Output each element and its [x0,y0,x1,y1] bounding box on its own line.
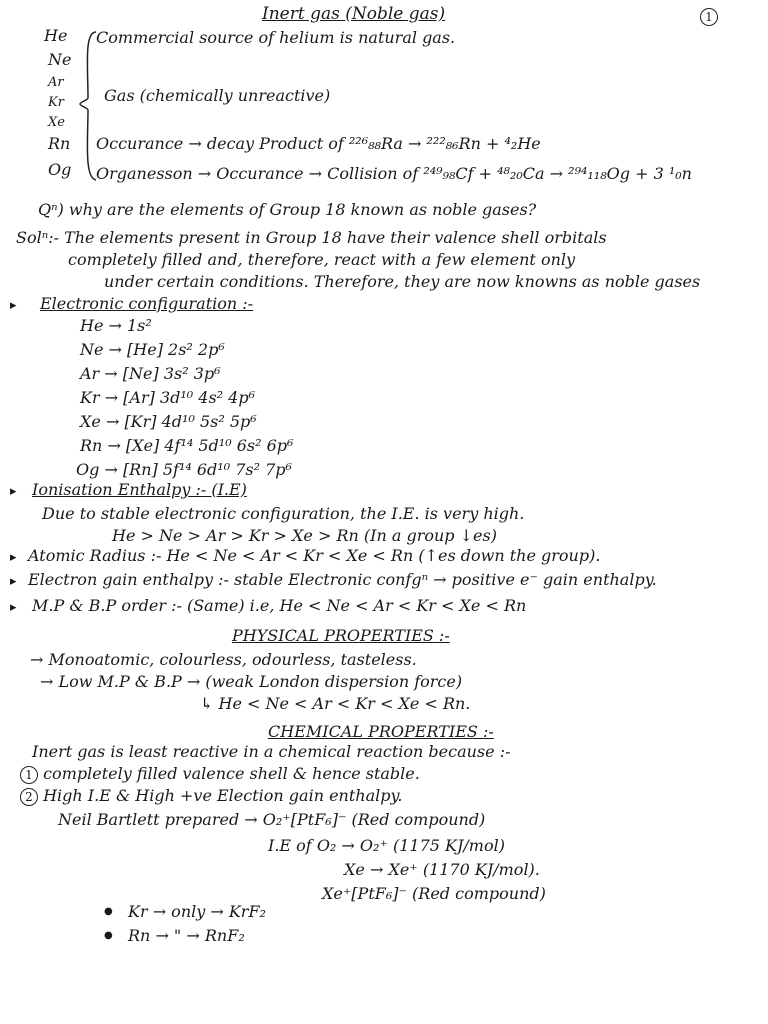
bartlett-line: Neil Bartlett prepared → O₂⁺[PtF₆]⁻ (Red compound) [58,810,486,829]
atomic-radius: Atomic Radius :- He < Ne < Ar < Kr < Xe < Rn (↑es down the group). [28,546,601,565]
bullet-icon: ▸ [10,484,17,499]
config-og: Og → [Rn] 5f¹⁴ 6d¹⁰ 7s² 7p⁶ [76,460,292,479]
solution-line-2: completely filled and, therefore, react with a few element only [68,250,576,269]
config-rn: Rn → [Xe] 4f¹⁴ 5d¹⁰ 6s² 6p⁶ [80,436,294,455]
he-note: Commercial source of helium is natural gas. [96,28,456,47]
chem-reason-2-text: High I.E & High +ve Election gain enthalpy. [43,786,403,805]
element-xe: Xe [48,115,65,130]
ie-heading: Ionisation Enthalpy :- (I.E) [32,480,247,499]
ie-xe-line: Xe → Xe⁺ (1170 KJ/mol). [344,860,540,879]
element-ar: Ar [48,75,64,90]
rn-fluoride-line: Rn → " → RnF₂ [128,926,245,945]
physical-heading: PHYSICAL PROPERTIES :- [232,626,450,645]
chemical-intro: Inert gas is least reactive in a chemical reaction because :- [32,742,511,761]
ie-o2-line: I.E of O₂ → O₂⁺ (1175 KJ/mol) [268,836,505,855]
physical-line-3: ↳ He < Ne < Ar < Kr < Xe < Rn. [200,694,471,713]
number-one-badge: 1 [20,766,38,784]
number-two-badge: 2 [20,788,38,806]
ie-line-1: Due to stable electronic configuration, the I.E. is very high. [42,504,525,523]
config-he: He → 1s² [80,316,152,335]
element-rn: Rn [48,134,71,153]
bullet-icon: ▸ [10,574,17,589]
xe-compound-line: Xe⁺[PtF₆]⁻ (Red compound) [322,884,546,903]
bullet-icon: ▸ [10,550,17,565]
og-note: Organesson → Occurance → Collision of ²⁴⁹₉₈Cf + ⁴⁸₂₀Ca → ²⁹⁴₁₁₈Og + 3 ¹₀n [96,164,692,183]
bullet-icon: ▸ [10,600,17,615]
chem-reason-2 [20,786,403,806]
config-ne: Ne → [He] 2s² 2p⁶ [80,340,225,359]
page-number: 1 [700,8,718,26]
dot-bullet-icon: ● [104,930,113,941]
physical-line-2: → Low M.P & B.P → (weak London dispersion force) [40,672,463,691]
solution-line-1: Solⁿ:- The elements present in Group 18 have their valence shell orbitals [16,228,607,247]
element-kr: Kr [48,95,64,110]
config-kr: Kr → [Ar] 3d¹⁰ 4s² 4p⁶ [80,388,256,407]
config-ar: Ar → [Ne] 3s² 3p⁶ [80,364,221,383]
chem-reason-1 [20,764,420,784]
solution-line-3: under certain conditions. Therefore, they are now knowns as noble gases [104,272,701,291]
config-xe: Xe → [Kr] 4d¹⁰ 5s² 5p⁶ [80,412,257,431]
chem-reason-1-text: completely filled valence shell & hence stable. [43,764,420,783]
gas-note: Gas (chemically unreactive) [104,86,331,105]
page-title: Inert gas (Noble gas) [262,4,446,24]
rn-note: Occurance → decay Product of ²²⁶₈₈Ra → ²²²₈₆Rn + ⁴₂He [96,134,541,153]
question: Qⁿ) why are the elements of Group 18 known as noble gases? [38,200,537,219]
mp-bp-order: M.P & B.P order :- (Same) i.e, He < Ne < Ar < Kr < Xe < Rn [32,596,527,615]
kr-fluoride-line: Kr → only → KrF₂ [128,902,266,921]
element-he: He [44,26,68,45]
physical-line-1: → Monoatomic, colourless, odourless, tasteless. [30,650,417,669]
config-heading: Electronic configuration :- [40,294,254,313]
chemical-heading: CHEMICAL PROPERTIES :- [268,722,494,741]
element-og: Og [48,160,72,179]
dot-bullet-icon: ● [104,906,113,917]
element-ne: Ne [48,50,72,69]
bullet-icon: ▸ [10,298,17,313]
electron-gain: Electron gain enthalpy :- stable Electronic confgⁿ → positive e⁻ gain enthalpy. [28,570,657,589]
ie-line-2: He > Ne > Ar > Kr > Xe > Rn (In a group ↓es) [112,526,497,545]
